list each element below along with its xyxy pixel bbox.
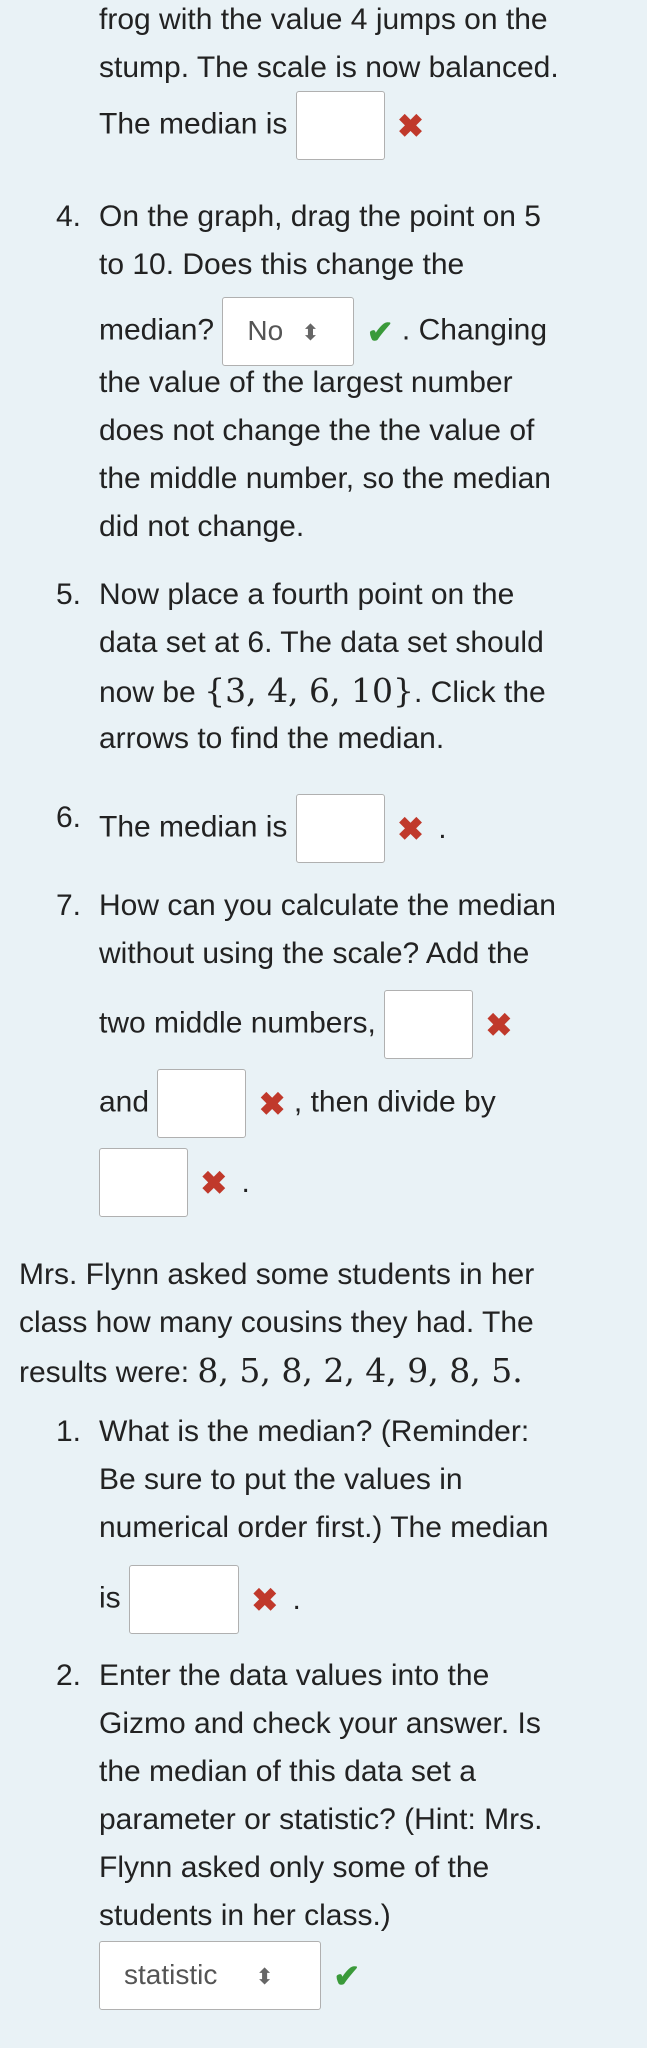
q7-line5	[99, 1148, 250, 1217]
q5-data-set: {3, 4, 6, 10}	[204, 671, 415, 710]
q6-number: 6.	[56, 801, 82, 834]
q3-line3	[99, 91, 424, 160]
c2-line1: Enter the data values into the	[99, 1659, 490, 1692]
q3-line2: stump. The scale is now balanced.	[99, 51, 559, 84]
c2-select-value: statistic	[124, 1959, 218, 1990]
q5-text-after: . Click the	[414, 676, 546, 709]
q6-median-input[interactable]	[296, 794, 385, 863]
incorrect-x-icon: ✖	[485, 1006, 513, 1043]
q7-period: .	[241, 1165, 250, 1199]
incorrect-x-icon: ✖	[397, 810, 424, 847]
q4-text-after: . Changing	[401, 313, 548, 347]
c2-answer-line	[99, 1941, 360, 2010]
q4-change-select[interactable]	[222, 297, 354, 366]
q7-divide-text: , then divide by	[293, 1085, 496, 1119]
c2-line5: Flynn asked only some of the	[99, 1851, 490, 1884]
q5-line2: data set at 6. The data set should	[99, 626, 544, 659]
incorrect-x-icon: ✖	[258, 1085, 286, 1122]
c2-line6: students in her class.)	[99, 1899, 391, 1932]
cousins-line2: class how many cousins they had. The	[19, 1306, 534, 1339]
correct-check-icon: ✔	[333, 1957, 361, 1994]
q4-line1: On the graph, drag the point on 5	[99, 200, 541, 233]
c2-line4: parameter or statistic? (Hint: Mrs.	[99, 1803, 543, 1836]
cousins-values: 8, 5, 8, 2, 4, 9, 8, 5.	[197, 1351, 523, 1390]
q5-text: now be	[99, 676, 196, 709]
c1-median-input[interactable]	[129, 1565, 239, 1634]
incorrect-x-icon: ✖	[397, 107, 424, 144]
q7-line1: How can you calculate the median	[99, 889, 556, 922]
c2-number: 2.	[56, 1659, 82, 1692]
q7-second-number-input[interactable]	[157, 1069, 246, 1138]
c1-line3: numerical order first.) The median	[99, 1511, 549, 1544]
q4-select-value: No	[247, 315, 284, 346]
q4-line4: the value of the largest number	[99, 366, 513, 399]
q7-line2: without using the scale? Add the	[99, 937, 530, 970]
c2-parameter-statistic-select[interactable]	[99, 1941, 321, 2010]
q5-number: 5.	[56, 578, 82, 611]
q5-line4: arrows to find the median.	[99, 722, 445, 755]
q7-line4	[99, 1069, 496, 1138]
incorrect-x-icon: ✖	[200, 1164, 228, 1201]
c1-line1: What is the median? (Reminder:	[99, 1415, 530, 1448]
q7-first-number-input[interactable]	[384, 990, 473, 1059]
c1-line2: Be sure to put the values in	[99, 1463, 463, 1496]
q6-text: The median is	[99, 810, 288, 844]
c1-number: 1.	[56, 1415, 82, 1448]
q4-line7: did not change.	[99, 510, 305, 543]
q7-line3	[99, 990, 512, 1059]
c2-line2: Gizmo and check your answer. Is	[99, 1707, 541, 1740]
q7-and-text: and	[99, 1085, 150, 1119]
q6-line	[99, 794, 447, 863]
q3-median-input[interactable]	[296, 91, 385, 160]
q7-divisor-input[interactable]	[99, 1148, 188, 1217]
select-arrows-icon: ⬍	[301, 320, 320, 345]
q4-line2: to 10. Does this change the	[99, 248, 465, 281]
q6-period: .	[438, 811, 447, 845]
select-arrows-icon: ⬍	[255, 1964, 274, 1989]
cousins-line1: Mrs. Flynn asked some students in her	[19, 1258, 535, 1291]
c1-line4	[99, 1565, 301, 1634]
c1-is-text: is	[99, 1581, 121, 1615]
q4-number: 4.	[56, 200, 82, 233]
q4-line5: does not change the the value of	[99, 414, 535, 447]
q7-text: two middle numbers,	[99, 1006, 376, 1040]
c1-period: .	[292, 1582, 301, 1616]
q3-line1: frog with the value 4 jumps on the	[99, 3, 548, 36]
q4-line3	[99, 297, 547, 366]
q4-text: median?	[99, 313, 215, 347]
q5-line3	[99, 667, 546, 717]
correct-check-icon: ✔	[366, 313, 394, 350]
c2-line3: the median of this data set a	[99, 1755, 476, 1788]
q7-number: 7.	[56, 889, 82, 922]
incorrect-x-icon: ✖	[251, 1581, 279, 1618]
q3-text: The median is	[99, 107, 288, 141]
cousins-line3	[19, 1347, 523, 1397]
q4-line6: the middle number, so the median	[99, 462, 551, 495]
cousins-results-text: results were:	[19, 1356, 190, 1389]
q5-line1: Now place a fourth point on the	[99, 578, 515, 611]
